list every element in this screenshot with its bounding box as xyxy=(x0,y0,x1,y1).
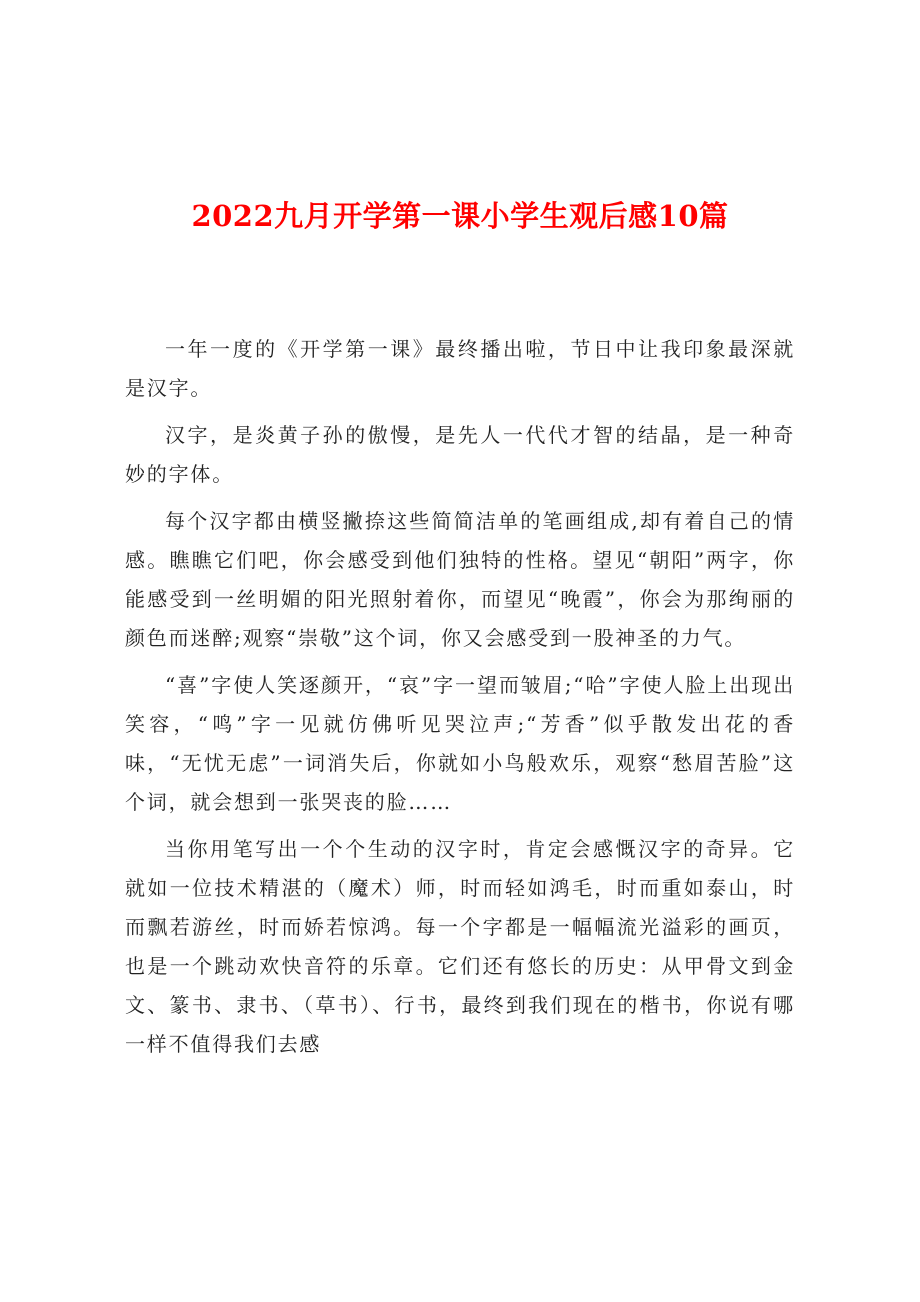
paragraph-1: 一年一度的《开学第一课》最终播出啦，节日中让我印象最深就是汉字。 xyxy=(125,337,795,400)
paragraph-2: 汉字，是炎黄子孙的傲慢，是先人一代代才智的结晶，是一种奇妙的字体。 xyxy=(125,423,795,486)
paragraph-5: 当你用笔写出一个个生动的汉字时，肯定会感慨汉字的奇异。它就如一位技术精湛的（魔术）师，时而轻如鸿毛，时而重如泰山，时而飘若游丝，时而娇若惊鸿。每一个字都是一幅幅流光溢彩的画页，也是一个跳动欢快音符的乐章。它们还有悠长的历史：从甲骨文到金文、篆书、隶书、（草书）、行书，最终到我们现在的楷书，你说有哪一样不值得我们去感 xyxy=(125,837,795,1056)
page-title: 2022九月开学第一课小学生观后感10篇 xyxy=(191,199,729,233)
paragraph-4: “喜”字使人笑逐颜开，“哀”字一望而皱眉;“哈”字使人脸上出现出笑容，“鸣”字一见就仿佛听见哭泣声;“芳香”似乎散发出花的香味，“无忧无虑”一词消失后，你就如小鸟般欢乐，观察“愁眉苦脸”这个词，就会想到一张哭丧的脸…… xyxy=(125,673,795,814)
document-body xyxy=(125,330,795,1072)
paragraph-3: 每个汉字都由横竖撇捺这些简简洁单的笔画组成,却有着自己的情感。瞧瞧它们吧，你会感受到他们独特的性格。望见“朝阳”两字，你能感受到一丝明媚的阳光照射着你，而望见“晚霞”，你会为那绚丽的颜色而迷醉;观察“崇敬”这个词，你又会感受到一股神圣的力气。 xyxy=(125,509,795,650)
